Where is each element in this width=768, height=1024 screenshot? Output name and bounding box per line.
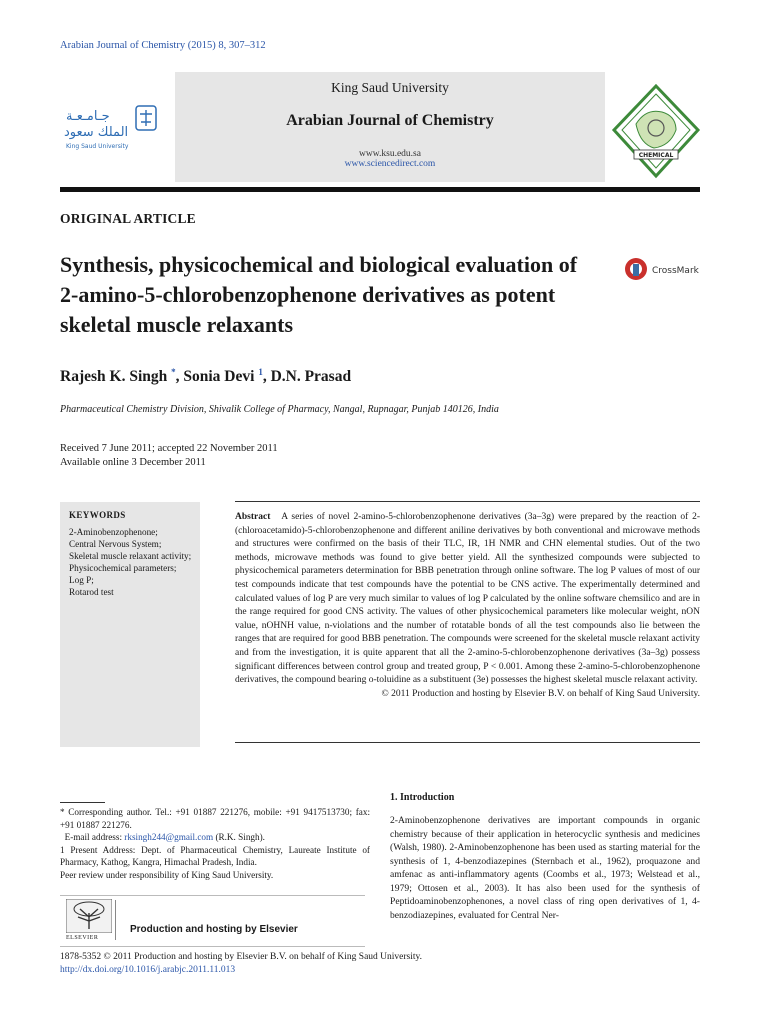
keyword-item: Log P; [69,575,94,585]
sciencedirect-link[interactable]: www.sciencedirect.com [344,159,436,169]
keyword-item: Rotarod test [69,587,114,597]
introduction-text: 2-Aminobenzophenone derivatives are important compounds in organic chemistry because of their application in heterocyclic synthesis and medicines (Walsh, 1980). 2-Aminobenzophenone has been used as starting material for the synthesis of 1, 4-benzodiazepines (Sternbach et al., 1962), proquazone and amfenac as anti-inflammatory agents (Coombs et al., 1973; Welstead et al., 1979; Ottosen et al., 2003). It has also been used for the synthesis of Peptidoaminobenzophenones, a novel class of ring open derivatives of 1, 4-benzodiazepines, evaluated for Central Ner- [390,815,700,921]
email-link[interactable]: rksingh244@gmail.com [124,832,214,843]
email-owner: (R.K. Singh). [215,832,265,843]
received-date: Received 7 June 2011; accepted 22 November 2011 [60,443,278,454]
keywords-heading: KEYWORDS [69,510,126,520]
elsevier-divider [115,900,116,940]
logo-chemical-label: CHEMICAL [638,152,674,159]
header-rule [60,187,700,192]
author-prasad[interactable]: , D.N. Prasad [262,368,352,385]
present-address-footnote: 1 Present Address: Dept. of Pharmaceutical Chemistry, Laureate Institute of Pharmacy, Kathog, Kangra, Himachal Pradesh, India. [60,844,370,868]
author-singh[interactable]: Rajesh K. Singh [60,368,168,385]
article-dates [60,442,278,470]
email-footnote [60,831,370,844]
abstract-text: A series of novel 2-amino-5-chlorobenzophenone derivatives (3a–3g) were prepared by the reaction of 2-(chloroacetamido)-5-chlorobenzophenone and different aniline derivatives by both conventional and microwave methods and structures were confirmed on the basis of their TLC, IR, 1H NMR and CHN elemental studies. Out of the two methods, microwave methods was found to give better yield. All the synthesized compounds were subjected to physicochemical parameters determination for BBB penetration through online software. The log P values of most of our test compounds indicate that test compounds have the potential to be CNS active. The experimentally determined and calculated values of log P are very much similar to values of log P calculated by the online software chemsilico and are in the range required for good CNS activity. The values of other physicochemical parameters like molecular weight, nON value, nOHNH value, n-violations and the number of rotatable bonds of all the test compounds also lie between the ranges that are required for good BBB penetration. The compounds were screened for the skeletal muscle relaxant activity and from the investigation, it is quite apparent that all the 2-amino-5-chlorobenzophenone derivatives (3a–3g) possess significant differences between control group and treated group, P < 0.001. Among these 2-amino-5-chlorobenzophenone derivatives, the compound bearing o-toluidine as a substituent (3e) possesses the highest skeletal muscle relaxant activity. [235,512,700,686]
issn-line: 1878-5352 © 2011 Production and hosting by Elsevier B.V. on behalf of King Saud University. [60,952,423,962]
keyword-item: 2-Aminobenzophenone; [69,527,158,537]
svg-text:الملك سعود: الملك سعود [64,125,129,140]
abstract-rule-top [235,501,700,502]
svg-text:جـامـعـة: جـامـعـة [66,109,110,124]
crossmark-badge[interactable] [624,255,714,285]
doi-link[interactable]: http://dx.doi.org/10.1016/j.arabjc.2011.11.013 [60,965,236,975]
abstract-label: Abstract [235,512,271,522]
footnote-mark-1[interactable]: 1 [258,367,263,377]
article-type: ORIGINAL ARTICLE [60,211,196,226]
ksu-logo-caption: King Saud University [66,143,129,150]
ksu-logo [60,100,160,158]
keyword-item: Central Nervous System; [69,539,162,549]
elsevier-production-text: Production and hosting by Elsevier [130,924,298,935]
article-title: Synthesis, physicochemical and biological evaluation of 2-amino-5-chlorobenzophenone derivatives as potent skeletal muscle relaxants [60,252,578,337]
author-devi[interactable]: , Sonia Devi [175,368,255,385]
introduction-heading: 1. Introduction [390,792,455,803]
ksu-website-link[interactable]: www.ksu.edu.sa [359,149,421,159]
crossmark-label: CrossMark [652,266,699,276]
online-date: Available online 3 December 2011 [60,457,206,468]
affiliation: Pharmaceutical Chemistry Division, Shivalik College of Pharmacy, Nangal, Rupnagar, Punjab 140126, India [60,404,499,415]
university-name: King Saud University [331,80,449,95]
journal-name: Arabian Journal of Chemistry [286,112,494,129]
corresponding-mark[interactable]: * [171,367,176,377]
abstract-rule-bottom [235,742,700,743]
keyword-item: Physicochemical parameters; [69,563,177,573]
author-list [60,367,351,386]
abstract [235,511,700,701]
corresponding-footnote: * Corresponding author. Tel.: +91 01887 221276, mobile: +91 9417513730; fax: +91 01887 221276. [60,807,370,830]
peer-review-note: Peer review under responsibility of King Saud University. [60,869,274,880]
journal-citation[interactable]: Arabian Journal of Chemistry (2015) 8, 307–312 [60,40,266,51]
footnotes [60,806,370,882]
keywords-box [60,502,200,747]
abstract-copyright: © 2011 Production and hosting by Elsevier B.V. on behalf of King Saud University. [381,688,700,699]
chemical-society-logo [610,84,702,180]
email-label: E-mail address: [64,832,122,843]
keyword-item: Skeletal muscle relaxant activity; [69,551,192,561]
footnote-rule [60,802,105,803]
elsevier-wordmark: ELSEVIER [66,935,99,941]
